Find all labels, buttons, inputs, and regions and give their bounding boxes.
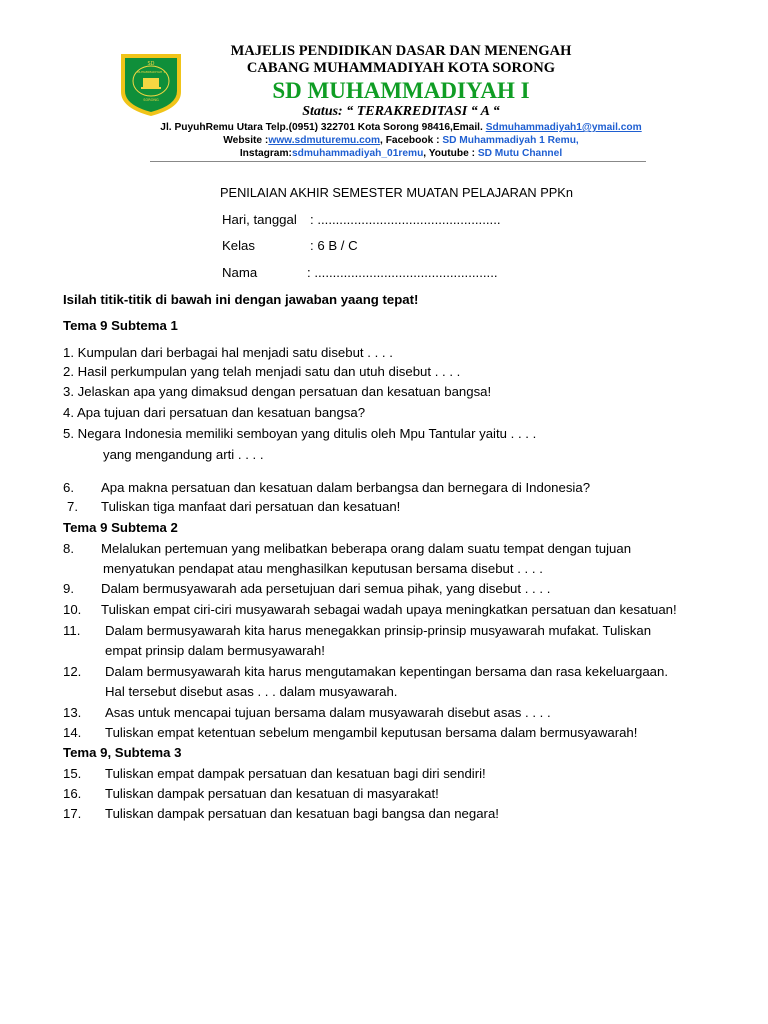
- logo-middle-text: MUHAMMADIYAH 1: [136, 70, 166, 74]
- section-heading: Tema 9, Subtema 3: [63, 745, 182, 760]
- logo-top-text: SD: [147, 61, 155, 67]
- facebook-link[interactable]: SD Muhammadiyah 1 Remu,: [442, 135, 579, 146]
- exam-title: PENILAIAN AKHIR SEMESTER MUATAN PELAJARAN PPKn: [220, 185, 573, 200]
- question-text: Tuliskan empat dampak persatuan dan kesatuan bagi diri sendiri!: [105, 766, 486, 781]
- address-line: [17, 122, 768, 133]
- question-text: Tuliskan empat ketentuan sebelum mengambil keputusan bersama dalam bermusyawarah!: [105, 725, 638, 740]
- question-continuation: Hal tersebut disebut asas . . . dalam musyawarah.: [105, 684, 398, 699]
- instruction: Isilah titik-titik di bawah ini dengan jawaban yaang tepat!: [63, 292, 419, 307]
- section-heading: Tema 9 Subtema 2: [63, 520, 178, 535]
- question-number: 2.: [63, 364, 74, 379]
- class-value: : 6 B / C: [310, 238, 358, 253]
- question-continuation: menyatukan pendapat atau menghasilkan keputusan bersama disebut . . . .: [103, 561, 543, 576]
- question-number: 17.: [63, 806, 82, 821]
- question-number: 5.: [63, 426, 74, 441]
- question-text: Tuliskan empat ciri-ciri musyawarah sebagai wadah upaya meningkatkan persatuan dan kesatuan!: [101, 602, 677, 617]
- question-text: Dalam bermusyawarah ada persetujuan dari semua pihak, yang disebut . . . .: [101, 581, 551, 596]
- question-text: Tuliskan dampak persatuan dan kesatuan bagi bangsa dan negara!: [105, 806, 499, 821]
- accreditation-status: Status: “ TERAKREDITASI “ A “: [302, 104, 500, 119]
- question-item: [63, 384, 491, 400]
- question-number: 9.: [63, 581, 74, 596]
- youtube-label: , Youtube :: [423, 148, 475, 159]
- question-number: 13.: [63, 705, 82, 720]
- question-number: 1.: [63, 345, 74, 360]
- question-text: Apa makna persatuan dan kesatuan dalam berbangsa dan bernegara di Indonesia?: [101, 480, 591, 495]
- social-line: [17, 135, 768, 146]
- question-number: 15.: [63, 766, 82, 781]
- question-text: Kumpulan dari berbagai hal menjadi satu disebut . . . .: [77, 345, 393, 360]
- question-item: [63, 345, 393, 361]
- letterhead-line-1: MAJELIS PENDIDIKAN DASAR DAN MENENGAH: [230, 43, 572, 59]
- question-number: 3.: [63, 384, 74, 399]
- question-number: 10.: [63, 602, 82, 617]
- name-field[interactable]: : ..................................................: [307, 265, 498, 280]
- question-text: Melalukan pertemuan yang melibatkan beberapa orang dalam suatu tempat dengan tujuan: [101, 541, 632, 556]
- email-link[interactable]: Sdmuhammadiyah1@ymail.com: [485, 122, 642, 133]
- question-item: [63, 405, 365, 421]
- question-number: 11.: [63, 623, 81, 638]
- class-label: Kelas: [222, 238, 255, 253]
- name-label: Nama: [222, 265, 258, 280]
- question-text: Jelaskan apa yang dimaksud dengan persatuan dan kesatuan bangsa!: [77, 384, 492, 399]
- question-text: Apa tujuan dari persatuan dan kesatuan bangsa?: [76, 405, 366, 420]
- question-text: Hasil perkumpulan yang telah menjadi satu dan utuh disebut . . . .: [77, 364, 461, 379]
- instagram-label: Instagram:: [239, 148, 292, 159]
- question-text: Tuliskan tiga manfaat dari persatuan dan kesatuan!: [101, 499, 401, 514]
- question-number: 8.: [63, 541, 74, 556]
- question-text: Tuliskan dampak persatuan dan kesatuan di masyarakat!: [105, 786, 439, 801]
- question-text: Asas untuk mencapai tujuan bersama dalam musyawarah disebut asas . . . .: [105, 705, 551, 720]
- question-text: Dalam bermusyawarah kita harus mengutamakan kepentingan bersama dan rasa kekeluargaan.: [105, 664, 668, 679]
- instagram-link[interactable]: sdmuhammadiyah_01remu: [291, 148, 424, 159]
- question-number: 7.: [67, 499, 78, 514]
- website-link[interactable]: www.sdmuturemu.com: [268, 135, 381, 146]
- header-divider: [150, 161, 646, 162]
- question-text: Dalam bermusyawarah kita harus menegakkan prinsip-prinsip musyawarah mufakat. Tuliskan: [105, 623, 652, 638]
- question-item: [63, 426, 536, 442]
- question-number: 4.: [63, 405, 74, 420]
- social-line-2: [17, 148, 768, 159]
- school-name: SD MUHAMMADIYAH I: [272, 78, 530, 103]
- question-text: Negara Indonesia memiliki semboyan yang ditulis oleh Mpu Tantular yaitu . . . .: [77, 426, 537, 441]
- question-continuation: yang mengandung arti . . . .: [103, 447, 264, 462]
- day-field[interactable]: : ..................................................: [310, 212, 501, 227]
- address-text: Jl. PuyuhRemu Utara Telp.(0951) 322701 Kota Sorong 98416,Email.: [160, 122, 483, 133]
- website-label: Website :: [223, 135, 269, 146]
- question-number: 12.: [63, 664, 82, 679]
- question-item: [63, 364, 460, 380]
- question-number: 14.: [63, 725, 82, 740]
- question-number: 6.: [63, 480, 74, 495]
- question-number: 16.: [63, 786, 82, 801]
- letterhead-line-2: CABANG MUHAMMADIYAH KOTA SORONG: [246, 60, 556, 76]
- logo-bottom-text: SORONG: [143, 98, 159, 102]
- day-label: Hari, tanggal: [222, 212, 297, 227]
- youtube-link[interactable]: SD Mutu Channel: [477, 148, 563, 159]
- section-heading: Tema 9 Subtema 1: [63, 318, 178, 333]
- question-continuation: empat prinsip dalam bermusyawarah!: [105, 643, 325, 658]
- facebook-label: , Facebook :: [380, 135, 440, 146]
